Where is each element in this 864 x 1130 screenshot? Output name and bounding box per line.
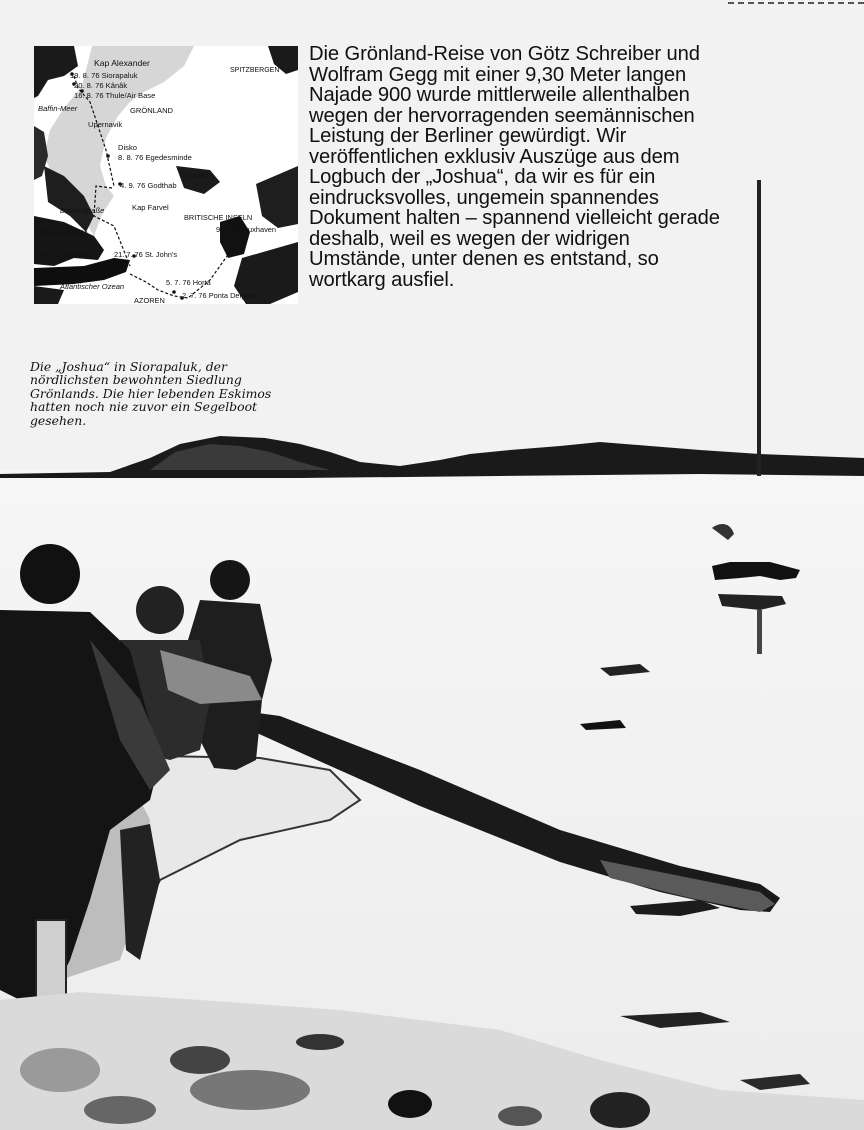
map-label: 19. 8. 76 Siorapaluk <box>70 71 138 80</box>
mast-reflection <box>757 610 762 654</box>
shore-rock <box>296 1034 344 1050</box>
shore-rock <box>84 1096 156 1124</box>
shore-rock <box>170 1046 230 1074</box>
shore-rock <box>388 1090 432 1118</box>
map-label: Davis-Straße <box>60 206 105 215</box>
child-head <box>20 544 80 604</box>
map-label: GRÖNLAND <box>130 106 174 115</box>
map-label: Atlantischer Ozean <box>60 282 125 291</box>
map-label: 8. 8. 76 Egedesminde <box>118 153 192 162</box>
map-label: Disko <box>118 143 137 152</box>
stop-marker <box>172 290 176 294</box>
map-label: 20. 8. 76 Kânâk <box>74 81 128 90</box>
map-label: 4. 9. 76 Godthab <box>120 181 177 190</box>
shore-rock <box>590 1092 650 1128</box>
route-map <box>34 46 298 304</box>
map-label: ISLAND <box>182 173 208 180</box>
map-label: BRITISCHE INSELN <box>184 213 253 222</box>
map-label: Upernavik <box>88 120 123 129</box>
rubber-boot <box>36 920 66 1000</box>
map-label: AZOREN <box>134 296 165 304</box>
map-label: 9. 7. 76 Cuxhaven <box>216 225 276 234</box>
map-label: 5. 7. 76 Horta <box>166 278 211 287</box>
map-label: 21. 7. 76 St. John's <box>114 250 178 259</box>
map-label: Kap Farvel <box>132 203 169 212</box>
map-label: NEUFUNDLAND <box>36 250 92 259</box>
map-label: NORDAMERIKA <box>36 230 89 237</box>
stop-marker <box>106 154 110 158</box>
intro-text: Die Grönland-Reise von Götz Schreiber und Wolfram Gegg mit einer 9,30 Meter langen Najade 900 wurde mittlerweile allenthalben wegen der hervorragenden seemännischen Leistung der Berliner gewürdigt. Wir veröffentlichen exklusiv Auszüge aus dem Logbuch der „Joshua“, da wir es für ein eindrucksvolles, ungemein spannendes Dokument halten – spannend vielleicht gerade deshalb, weil es wegen der widrigen Umstände, unter denen es entstand, so wortkarg ausfiel. <box>309 43 720 291</box>
map-label: SPITZBERGEN <box>230 67 280 74</box>
child-head <box>136 586 184 634</box>
map-label: Kap Alexander <box>94 58 150 68</box>
map-label: 16. 8. 76 Thule/Air Base <box>74 91 156 100</box>
shore-rock <box>498 1106 542 1126</box>
shore-rock <box>20 1048 100 1092</box>
child-head <box>210 560 250 600</box>
sailboat-mast <box>757 180 761 476</box>
photo-caption: Die „Joshua“ in Siorapaluk, der nördlichsten bewohnten Siedlung Grönlands. Die hier lebenden Eskimos hatten noch nie zuvor ein Segelboot gesehen. <box>30 359 272 428</box>
map-label: Baffin-Meer <box>38 104 78 113</box>
map-label: 2. 7. 76 Ponta Delgada <box>182 291 258 300</box>
shore-rock <box>190 1070 310 1110</box>
distant-hills <box>0 436 864 478</box>
